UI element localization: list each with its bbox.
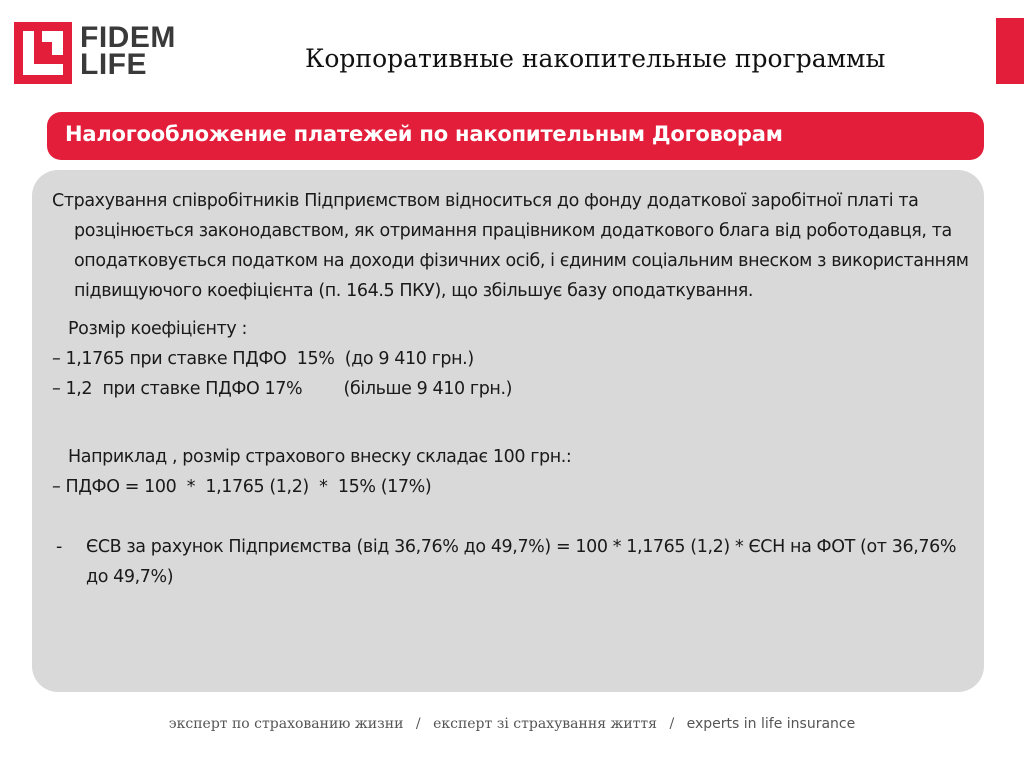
content-body: [52, 186, 972, 592]
example-label: Наприклад , розмір страхового внеску складає 100 грн.:: [68, 447, 572, 467]
section-banner: [47, 112, 984, 160]
section-banner-text: Налогообложение платежей по накопительным Договорам: [65, 122, 783, 146]
list-bullet: -: [56, 537, 62, 557]
esv-text: ЄСВ за рахунок Підприємства (від 36,76% до 49,7%) = 100 * 1,1765 (1,2) * ЄСН на ФОТ (от 36,76% до 49,7%): [86, 537, 957, 587]
intro-paragraph: Страхування співробітників Підприємством відноситься до фонду додаткової заробітної платі та розцінюється законодавством, як отримання працівником додаткового блага від роботодавця, та оподатковується податком на доходи фізичних осіб, і єдиним соціальним внеском з використанням підвищуючого коефіцієнта (п. 164.5 ПКУ), що збільшує базу оподаткування.: [52, 191, 969, 301]
esv-list-item: [52, 532, 972, 592]
coefficient-line-2: – 1,2 при ставке ПДФО 17% (більше 9 410 грн.): [52, 379, 513, 399]
page-title: Корпоративные накопительные программы: [305, 44, 886, 73]
logo-line-1: FIDEM: [80, 21, 176, 54]
corner-accent-bar: [996, 18, 1024, 84]
footer-ua: експерт зі страхування життя: [433, 716, 658, 732]
coefficient-line-1: – 1,1765 при ставке ПДФО 15% (до 9 410 грн.): [52, 349, 474, 369]
logo-line-2: LIFE: [80, 48, 147, 81]
footer-tagline: [0, 716, 1024, 732]
footer-en: experts in life insurance: [686, 716, 856, 732]
fidem-life-logo: [14, 22, 204, 84]
example-line: – ПДФО = 100 * 1,1765 (1,2) * 15% (17%): [52, 477, 432, 497]
logo-wordmark: [80, 21, 176, 81]
logo-mark-icon: [14, 22, 72, 84]
footer-separator: /: [415, 716, 421, 732]
footer-separator: /: [669, 716, 675, 732]
coefficient-label: Розмір коефіцієнту :: [68, 319, 247, 339]
footer-ru: эксперт по страхованию жизни: [168, 716, 404, 732]
